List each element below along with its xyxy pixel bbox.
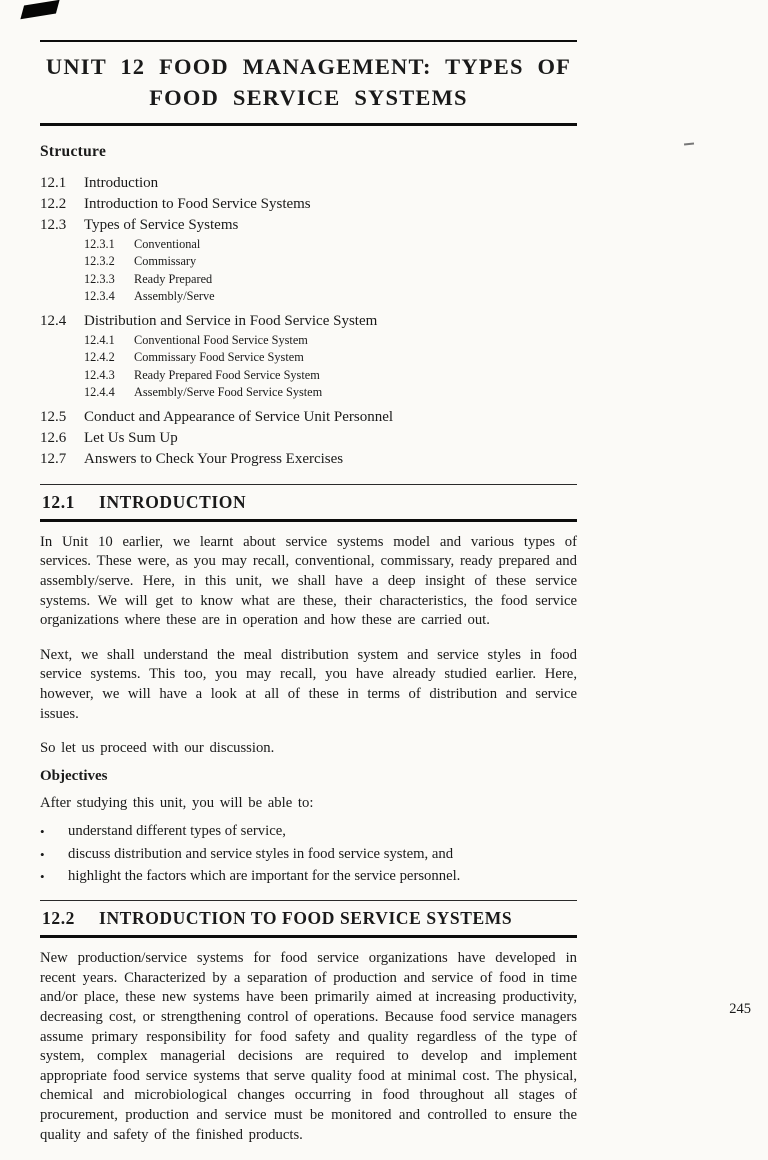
- structure-heading: Structure: [40, 143, 107, 160]
- bullet-icon: •: [40, 868, 45, 884]
- toc-subitem: [40, 236, 577, 253]
- toc-item-label: Ready Prepared Food Service System: [134, 367, 320, 382]
- toc-item-label: Distribution and Service in Food Service System: [84, 313, 378, 330]
- toc-item-label: Commissary Food Service System: [134, 350, 304, 365]
- toc-subitem: [40, 253, 577, 270]
- document-page: [40, 40, 577, 1160]
- list-item-text: discuss distribution and service styles in food service system, and: [68, 845, 454, 862]
- toc-item: [40, 407, 577, 428]
- page-number: 245: [729, 1001, 751, 1017]
- toc-subitem: [40, 332, 577, 349]
- toc-item: [40, 428, 577, 449]
- objectives-list: [40, 822, 577, 886]
- toc-subitem: [40, 288, 577, 305]
- toc-item-number: 12.6: [40, 430, 67, 447]
- section-title: INTRODUCTION TO FOOD SERVICE SYSTEMS: [99, 908, 513, 929]
- toc-item-number: 12.4.1: [84, 333, 115, 348]
- paragraph: New production/service systems for food service organizations have developed in recent years. Characterized by a separation of production and service of food in time and/or place, these new systems have been primarily aimed at increasing productivity, decreasing cost, or strengthening control of operations. Because food service managers assume primary responsibility for food safety and quality regardless of the type of system, complex managerial decisions are required to develop and implement appropriate food service systems that serve quality food at minimal cost. The physical, chemical and microbiological changes occurring in food throughout all stages of procurement, production and service must be monitored and controlled to ensure the quality and safety of the finished products.: [40, 950, 577, 1143]
- toc-item: [40, 311, 577, 332]
- toc-item: [40, 173, 577, 194]
- toc-item-number: 12.5: [40, 409, 67, 426]
- bullet-icon: •: [40, 846, 45, 862]
- toc-item-label: Types of Service Systems: [84, 217, 239, 233]
- toc-item-number: 12.4.2: [84, 350, 115, 365]
- scan-dash-artifact: [684, 142, 694, 145]
- toc-item: [40, 449, 577, 470]
- toc-item-number: 12.2: [40, 196, 67, 212]
- toc-item-label: Let Us Sum Up: [84, 430, 178, 447]
- toc-subitem: [40, 384, 577, 401]
- toc-item-label: Introduction: [84, 175, 159, 191]
- toc-item-label: Ready Prepared: [134, 271, 213, 286]
- toc-item-number: 12.4.4: [84, 385, 115, 400]
- bullet-icon: •: [40, 824, 45, 840]
- list-item-text: highlight the factors which are important for the service personnel.: [68, 867, 461, 884]
- toc-item-label: Conventional Food Service System: [134, 333, 308, 348]
- toc-item-label: Answers to Check Your Progress Exercises: [84, 451, 344, 468]
- objectives-heading: Objectives: [40, 767, 108, 784]
- toc-item-number: 12.7: [40, 451, 67, 468]
- list-item: [40, 822, 577, 842]
- title-bottom-rule: [40, 123, 577, 126]
- section-number: 12.2: [42, 908, 76, 929]
- toc-item-label: Conduct and Appearance of Service Unit Personnel: [84, 409, 394, 426]
- toc-item-label: Conventional: [134, 237, 201, 251]
- section-heading-12-1: [40, 484, 577, 522]
- toc-item-label: Assembly/Serve Food Service System: [134, 385, 323, 400]
- list-item: [40, 867, 577, 887]
- scan-corner-artifact: [20, 0, 59, 19]
- table-of-contents: [40, 173, 577, 470]
- unit-title-line1: UNIT 12 FOOD MANAGEMENT: TYPES OF: [45, 54, 572, 79]
- paragraph: In Unit 10 earlier, we learnt about service systems model and various types of services. These were, as you may recall, conventional, commissary, ready prepared and assembly/serve. Here, in this unit, we shall have a deep insight of these service systems. We will get to know what are these, their characteristics, the food service organizations where these are in operation and how these are carried out.: [40, 533, 577, 629]
- list-item: [40, 845, 577, 865]
- toc-subitem: [40, 271, 577, 288]
- toc-item-number: 12.4.3: [84, 367, 115, 382]
- toc-item-number: 12.1: [40, 175, 67, 191]
- section-title: INTRODUCTION: [99, 491, 247, 512]
- toc-item-label: Assembly/Serve: [134, 288, 215, 303]
- toc-item-label: Commissary: [134, 254, 197, 269]
- toc-item-number: 12.3.3: [84, 271, 115, 286]
- paragraph: So let us proceed with our discussion.: [40, 740, 275, 757]
- toc-subitem: [40, 367, 577, 384]
- toc-item-label: Introduction to Food Service Systems: [84, 196, 311, 212]
- section-heading-12-2: [40, 900, 577, 938]
- paragraph: Next, we shall understand the meal distribution system and service styles in food service systems. This too, you may recall, you have already studied earlier. Here, however, we will have a look at all of these in terms of distribution and service issues.: [40, 646, 577, 722]
- section-number: 12.1: [42, 491, 76, 512]
- unit-title: [40, 42, 577, 123]
- toc-item: [40, 194, 577, 215]
- toc-item: [40, 215, 577, 236]
- toc-item-number: 12.3: [40, 217, 67, 233]
- toc-subitem: [40, 349, 577, 366]
- toc-item-number: 12.3.2: [84, 254, 115, 269]
- toc-item-number: 12.4: [40, 313, 67, 330]
- objectives-intro: After studying this unit, you will be able to:: [40, 794, 314, 811]
- list-item-text: understand different types of service,: [68, 823, 286, 840]
- toc-item-number: 12.3.4: [84, 288, 115, 303]
- toc-item-number: 12.3.1: [84, 237, 115, 251]
- unit-title-line2: FOOD SERVICE SYSTEMS: [149, 85, 468, 110]
